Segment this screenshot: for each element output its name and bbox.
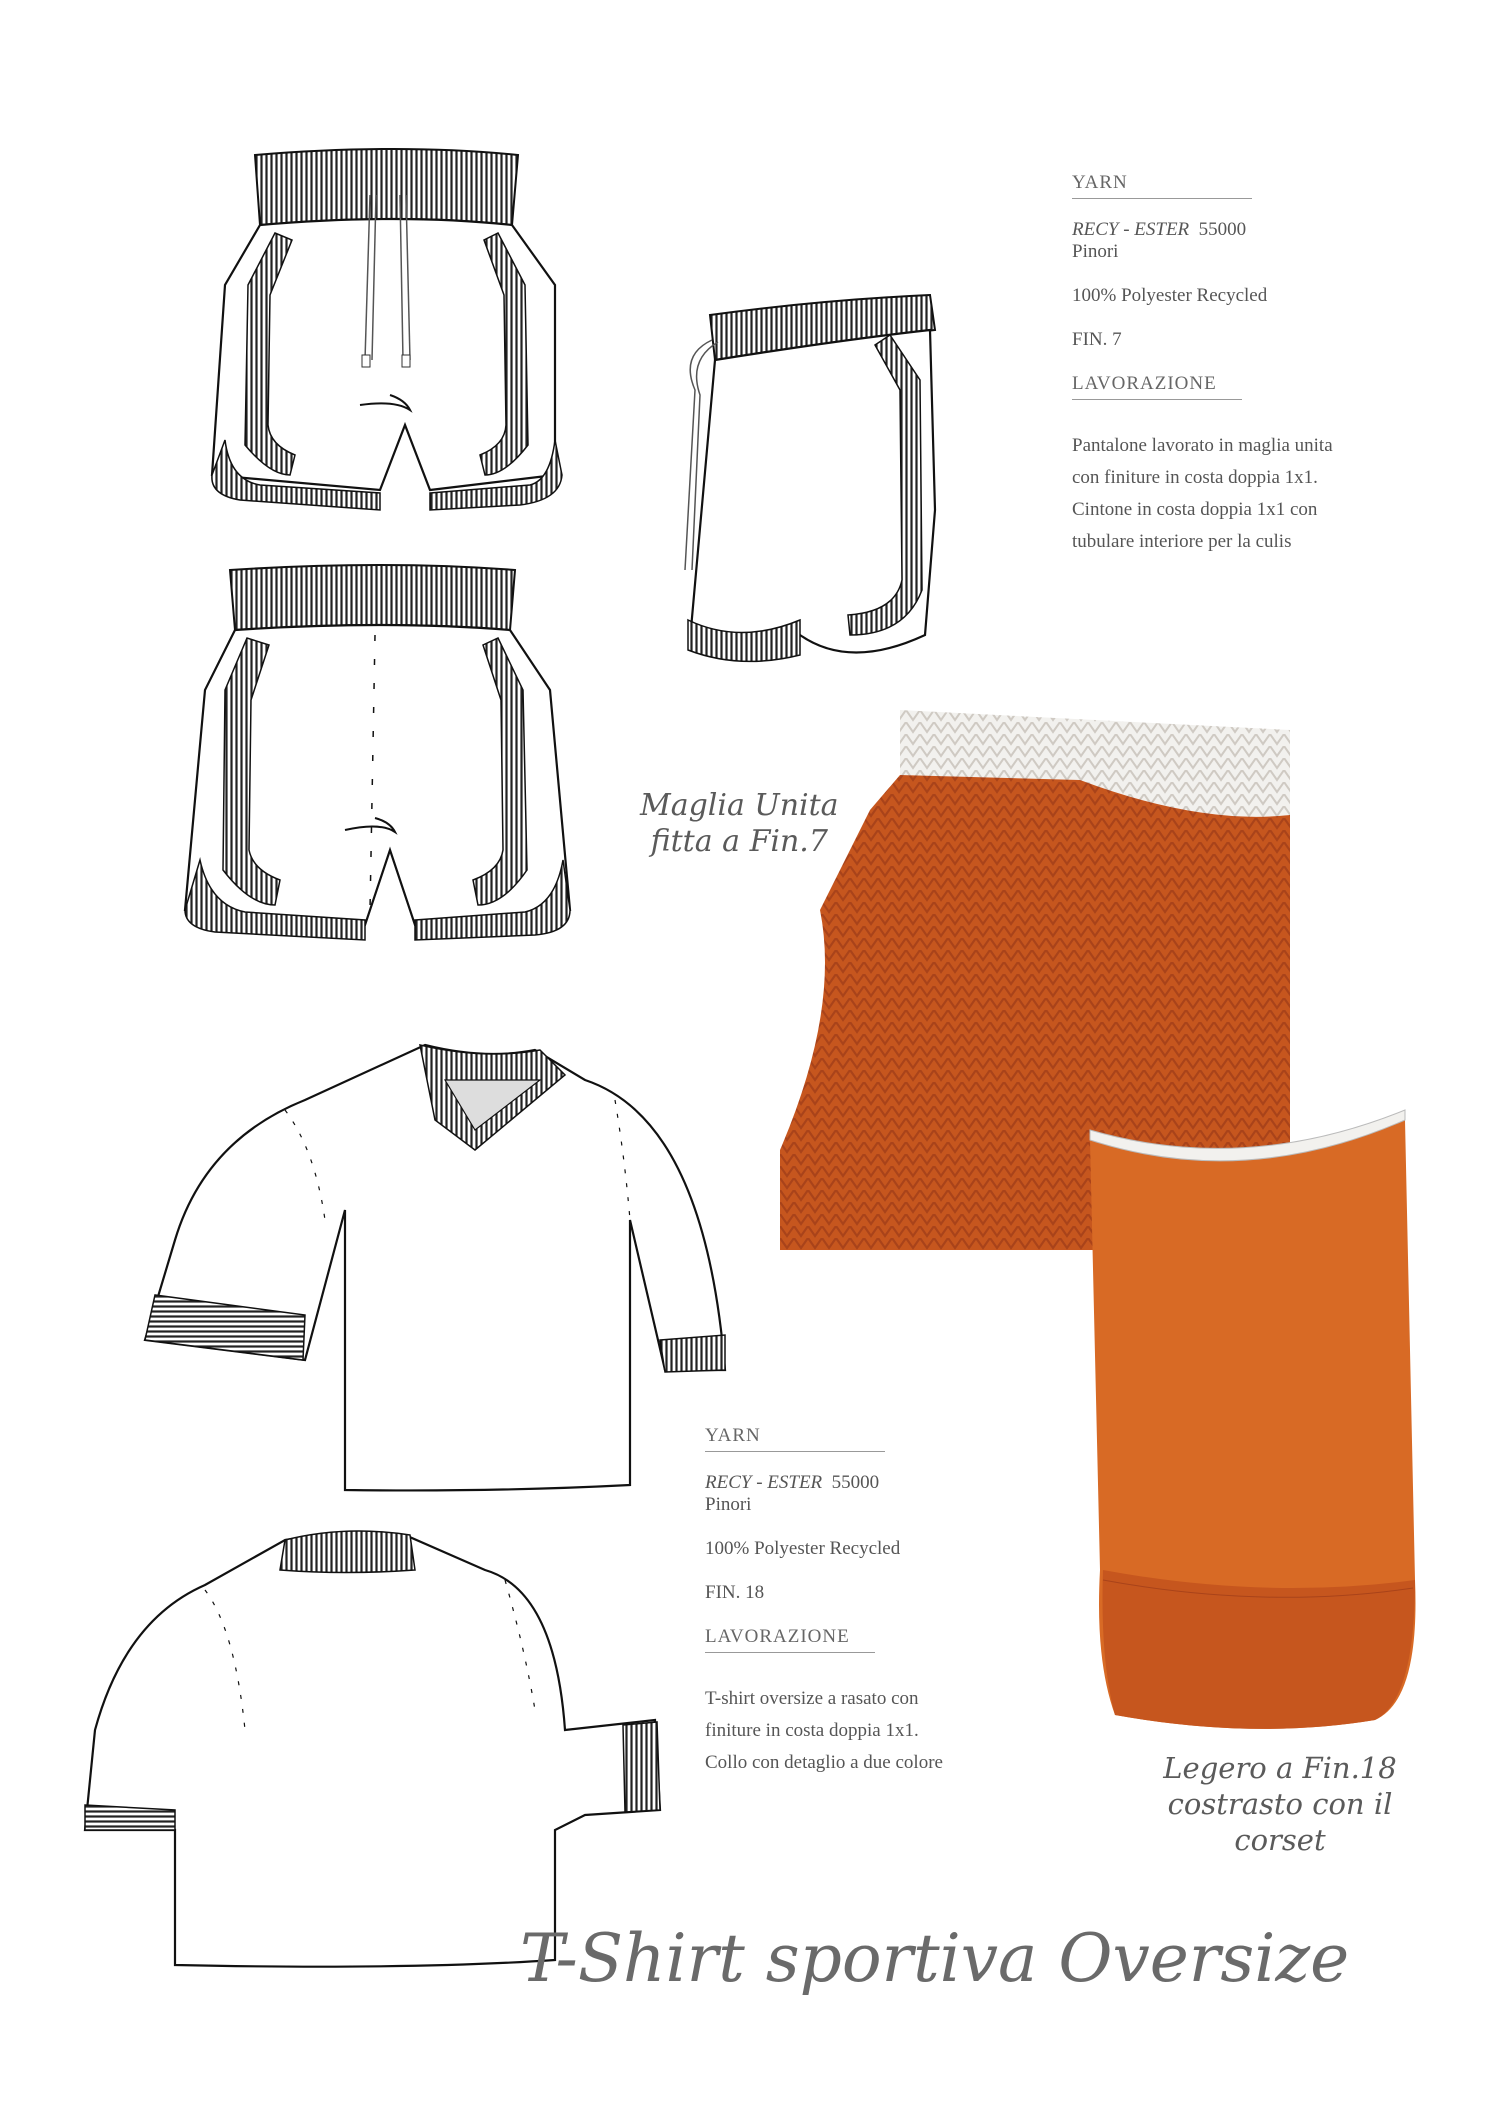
yarn-title: RECY - ESTER <box>1072 219 1190 240</box>
lavorazione-label: LAVORAZIONE <box>705 1626 875 1653</box>
yarn-count: 55000 <box>1198 219 1247 240</box>
yarn-label: YARN <box>1072 172 1252 199</box>
knit-note-line: Maglia Unita <box>640 788 839 823</box>
swatch-note-line: costrasto con il corset <box>1167 1787 1393 1857</box>
shorts-side-sketch <box>670 290 970 670</box>
shorts-front-sketch <box>200 145 600 505</box>
desc-line: T-shirt oversize a rasato con <box>705 1688 919 1709</box>
tshirt-front-sketch <box>145 1040 745 1500</box>
yarn-composition: 100% Polyester Recycled <box>705 1538 901 1559</box>
swatch-note <box>1130 1750 1430 1858</box>
lavorazione-label: LAVORAZIONE <box>1072 373 1242 400</box>
shorts-description <box>1072 430 1333 558</box>
yarn-gauge: FIN. 18 <box>705 1582 765 1603</box>
swatch-note-line: Legero a Fin.18 <box>1163 1751 1397 1785</box>
yarn-name <box>1072 219 1333 241</box>
jersey-swatch-photo <box>1075 1100 1425 1760</box>
yarn-supplier: Pinori <box>1072 241 1119 262</box>
shorts-back-sketch <box>185 560 585 940</box>
page-title: T-Shirt sportiva Oversize <box>520 1920 1350 1997</box>
shorts-yarn-section <box>1072 172 1333 558</box>
desc-line: tubulare interiore per la culis <box>1072 531 1292 552</box>
yarn-count: 55000 <box>831 1472 880 1493</box>
yarn-name <box>705 1472 943 1494</box>
desc-line: con finiture in costa doppia 1x1. <box>1072 467 1318 488</box>
yarn-label: YARN <box>705 1425 885 1452</box>
desc-line: Cintone in costa doppia 1x1 con <box>1072 499 1318 520</box>
tshirt-yarn-section <box>705 1425 943 1779</box>
yarn-gauge: FIN. 7 <box>1072 329 1122 350</box>
knit-note-line: fitta a Fin.7 <box>650 824 828 859</box>
yarn-supplier: Pinori <box>705 1494 752 1515</box>
yarn-title: RECY - ESTER <box>705 1472 823 1493</box>
desc-line: Pantalone lavorato in maglia unita <box>1072 435 1333 456</box>
desc-line: finiture in costa doppia 1x1. <box>705 1720 919 1741</box>
desc-line: Collo con detaglio a due colore <box>705 1752 943 1773</box>
tshirt-back-sketch <box>85 1530 685 1970</box>
yarn-composition: 100% Polyester Recycled <box>1072 285 1268 306</box>
tshirt-description <box>705 1683 943 1779</box>
